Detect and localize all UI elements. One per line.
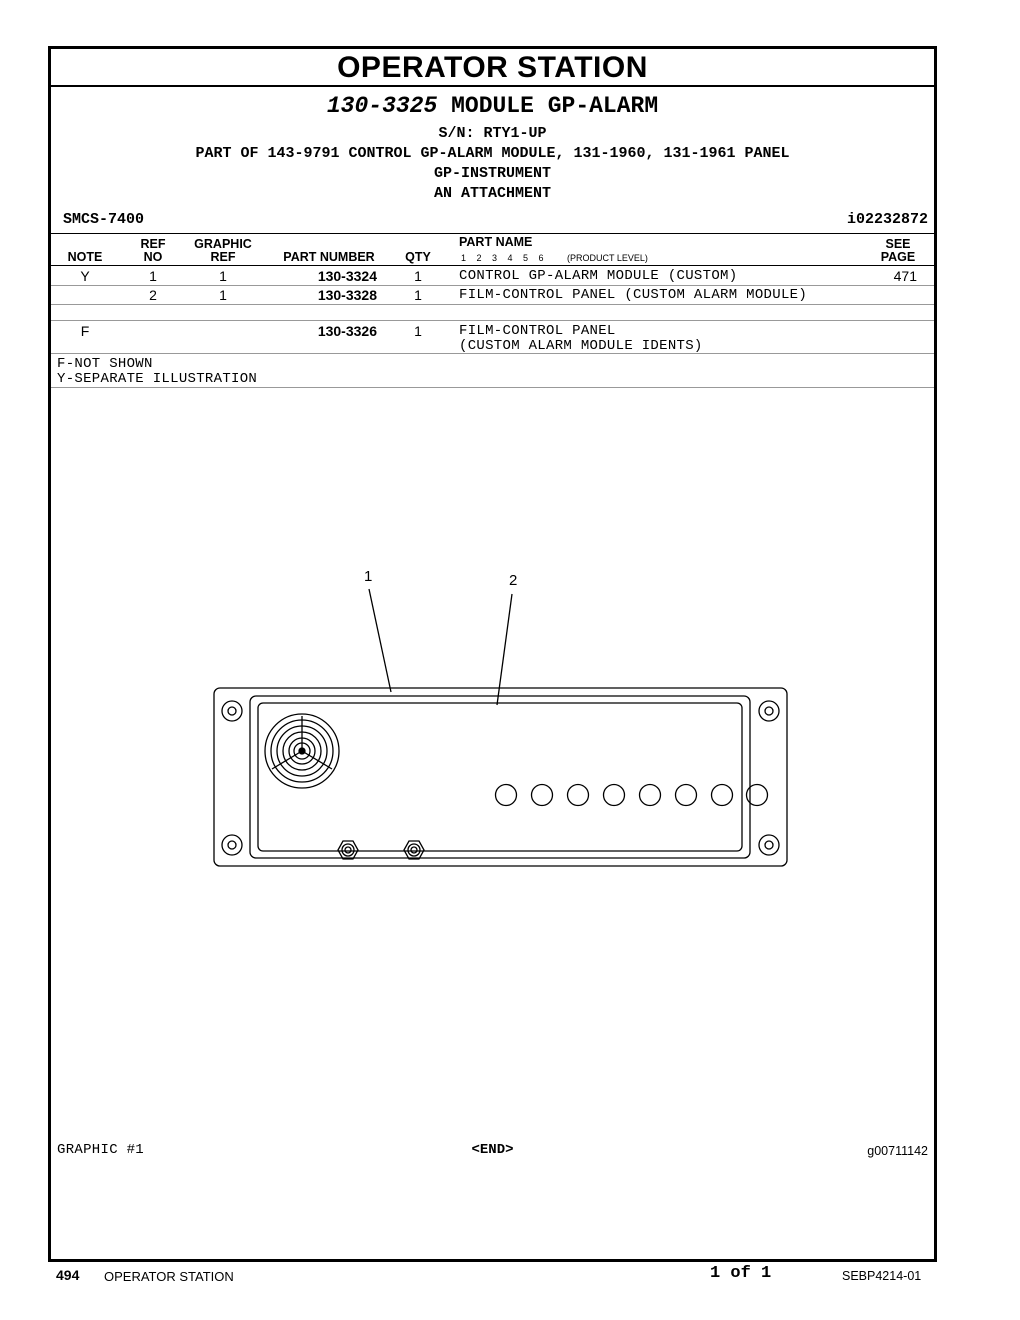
mounting-hole-top-left — [222, 701, 242, 721]
end-marker: <END> — [471, 1142, 514, 1158]
col-graphic-ref-line2: REF — [210, 250, 236, 264]
switch-nut-right — [404, 841, 424, 859]
attachment-line: AN ATTACHMENT — [433, 185, 552, 202]
row-note: Y — [80, 268, 90, 284]
sheet-count: 1 of 1 — [710, 1264, 772, 1283]
col-product-level-label: (PRODUCT LEVEL) — [567, 253, 648, 263]
note-not-shown: F-NOT SHOWN — [57, 356, 153, 372]
col-graphic-ref-line1: GRAPHIC — [194, 237, 252, 251]
mounting-hole-top-right — [759, 701, 779, 721]
row-part-number: 130-3326 — [317, 323, 377, 339]
row-note: F — [80, 323, 90, 339]
col-product-levels: 1 2 3 4 5 6 — [461, 253, 544, 263]
indicator-lamps — [496, 785, 768, 806]
mounting-hole-bottom-left — [222, 835, 242, 855]
col-see-page-line1: SEE — [885, 237, 911, 251]
part-heading-number: 130-3325 — [326, 93, 438, 119]
graphic-caption: GRAPHIC #1 — [57, 1142, 145, 1158]
part-of-line: PART OF 143-9791 CONTROL GP-ALARM MODULE, 131-1960, 131-1961 PANEL — [195, 145, 790, 162]
row-part-name: FILM-CONTROL PANEL (CUSTOM ALARM MODULE) — [459, 287, 808, 303]
row-part-number: 130-3328 — [317, 287, 377, 303]
header-divider — [51, 233, 934, 234]
footer-section: OPERATOR STATION — [104, 1269, 234, 1284]
row-part-name-cont: (CUSTOM ALARM MODULE IDENTS) — [459, 338, 703, 354]
document-id: SEBP4214-01 — [842, 1269, 922, 1283]
row-see-page: 471 — [893, 268, 917, 284]
control-panel-film-inner — [258, 703, 742, 851]
row-qty: 1 — [414, 287, 422, 303]
row-ref-no: 2 — [149, 287, 157, 303]
row-graphic-ref: 1 — [219, 287, 227, 303]
row-qty: 1 — [414, 323, 422, 339]
row-part-number: 130-3324 — [317, 268, 377, 284]
row-divider — [51, 304, 934, 305]
col-part-name: PART NAME — [459, 235, 533, 249]
title-divider — [51, 85, 934, 87]
row-part-name: FILM-CONTROL PANEL — [459, 323, 616, 339]
notes-divider — [51, 387, 934, 388]
illustration-id: i02232872 — [846, 211, 928, 228]
col-qty: QTY — [405, 250, 431, 264]
leader-line-1 — [369, 589, 391, 692]
col-see-page-line2: PAGE — [880, 250, 916, 264]
row-ref-no: 1 — [149, 268, 157, 284]
row-part-name: CONTROL GP-ALARM MODULE (CUSTOM) — [459, 268, 738, 284]
row-divider — [51, 285, 934, 286]
row-graphic-ref: 1 — [219, 268, 227, 284]
column-header-divider — [51, 265, 934, 266]
control-panel-film-outer — [250, 696, 750, 858]
smcs-code: SMCS-7400 — [63, 211, 145, 228]
col-note: NOTE — [67, 250, 103, 264]
col-ref-no-line1: REF — [140, 237, 166, 251]
page-number: 494 — [56, 1267, 80, 1283]
mounting-hole-bottom-right — [759, 835, 779, 855]
alarm-module-illustration — [206, 559, 796, 874]
col-ref-no-line2: NO — [143, 250, 163, 264]
row-divider — [51, 320, 934, 321]
callout-2: 2 — [509, 572, 518, 589]
col-part-number: PART NUMBER — [283, 250, 375, 264]
callout-1: 1 — [364, 568, 373, 585]
alarm-speaker-grille — [265, 714, 339, 788]
part-heading-title: MODULE GP-ALARM — [451, 93, 659, 119]
row-divider — [51, 353, 934, 354]
section-title: OPERATOR STATION — [337, 51, 648, 84]
group-line: GP-INSTRUMENT — [433, 165, 552, 182]
note-separate-illustration: Y-SEPARATE ILLUSTRATION — [57, 371, 258, 387]
page-frame — [48, 46, 937, 1262]
part-heading — [51, 93, 934, 119]
switch-nut-left — [338, 841, 358, 859]
serial-range: S/N: RTY1-UP — [438, 125, 547, 142]
graphic-id: g00711142 — [867, 1144, 928, 1158]
row-qty: 1 — [414, 268, 422, 284]
